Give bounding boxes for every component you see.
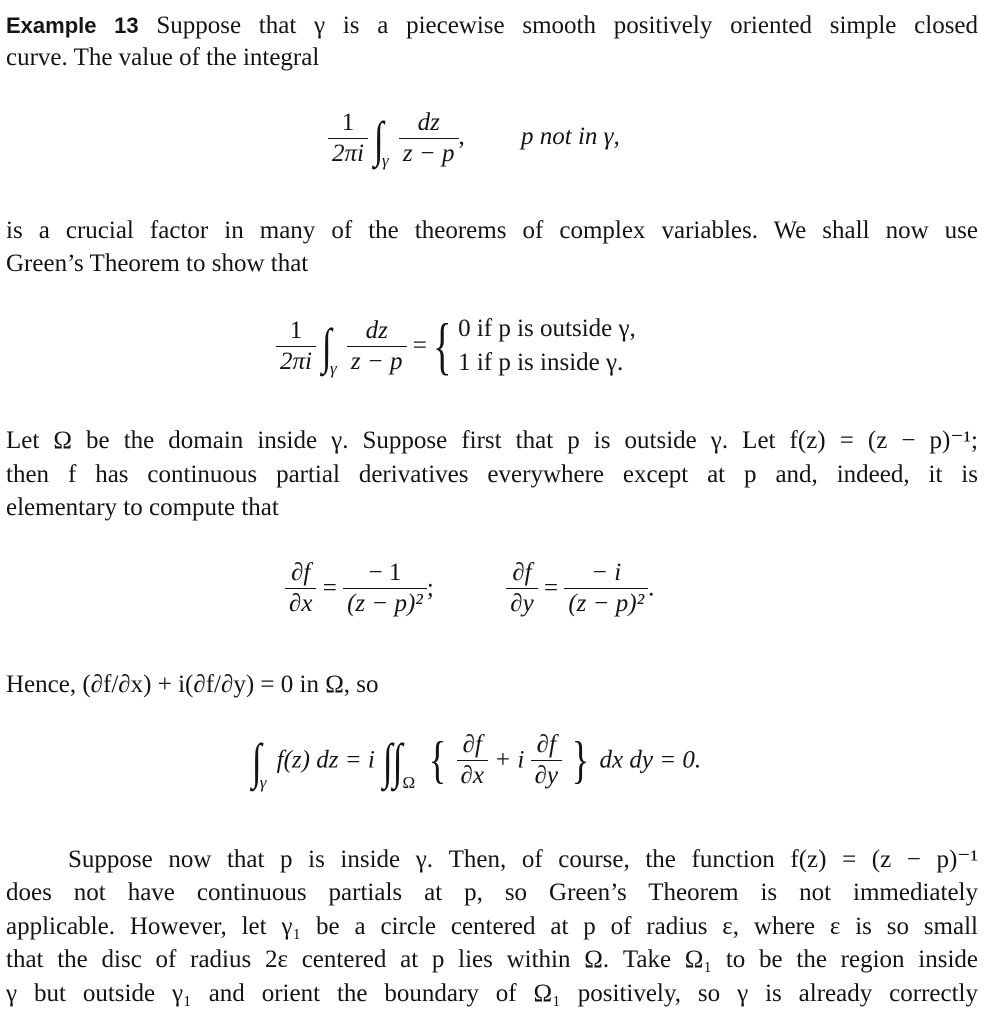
para1-line1: Suppose that γ is a piecewise smooth positively oriented simple closed — [156, 12, 979, 39]
integral-sign: ∫ — [374, 110, 385, 167]
equation-partials: $\frac{\partial f}{\partial x}$ = $\frac{- 1}{\text{(z − p)²}}$ ; $\frac{\partial f}{\partial y}$ = $\frac{- i}{\text{(z − p)²}}$ . — [285, 558, 654, 619]
para3-line3: elementary to compute that — [6, 494, 279, 521]
case-list — [458, 312, 636, 380]
para4-line1: Hence, (∂f/∂x) + i(∂f/∂y) = 0 in Ω, so — [6, 671, 379, 698]
integrand-fraction: $\frac{dz}{z - p}$ — [347, 316, 407, 377]
equation-condition: p not in γ, — [521, 123, 620, 151]
para5-line2: does not have continuous partials at p, so Green’s Theorem is not immediately — [6, 879, 978, 906]
integral-sign: ∫ — [322, 318, 333, 374]
case-inside: 1 if p is inside γ. — [458, 349, 624, 376]
para5-line4: that the disc of radius 2ε centered at p lies within Ω. Take Ω₁ to be the region inside — [6, 946, 978, 973]
para5-line1: Suppose now that p is inside γ. Then, of course, the function f(z) = (z − p)⁻¹ — [68, 846, 978, 873]
case-outside: 0 if p is outside γ, — [458, 315, 636, 342]
para5-line3: applicable. However, let γ₁ be a circle centered at p of radius ε, where ε is so small — [6, 913, 978, 940]
para2-line1: is a crucial factor in many of the theorems of complex variables. We shall now use — [6, 217, 978, 244]
para3-line1: Let Ω be the domain inside γ. Suppose first that p is outside γ. Let f(z) = (z − p)⁻¹; — [6, 427, 978, 454]
equation-cases: $\frac{1}{2\pi i}$ ∫γ $\frac{dz}{z - p}$ = { 0 if p is outside γ, 1 if p is inside γ. — [276, 312, 636, 380]
example-label: Example 13 — [6, 13, 139, 38]
coefficient-fraction: $\frac{1}{2\pi i}$ — [276, 316, 316, 377]
equation-greens-theorem: ∫γ f(z) dz = i ∫∫Ω { $\frac{\partial f}{\partial x}$ + i $\frac{\partial f}{\partial y}$ } dx dy = 0. — [251, 731, 702, 793]
coefficient-fraction: $\frac{1}{2\pi i}$ — [328, 108, 368, 169]
para2-line2: Green’s Theorem to show that — [6, 250, 309, 277]
para3-line2: then f has continuous partial derivatives everywhere except at p and, indeed, it is — [6, 461, 978, 488]
integrand-fraction: $\frac{dz}{z - p}$ — [399, 108, 459, 169]
left-brace: { — [433, 310, 452, 381]
para5-line5: γ but outside γ₁ and orient the boundary of Ω₁ positively, so γ is already correctly — [6, 980, 978, 1007]
double-integral-sign: ∫∫ — [382, 732, 403, 789]
equation-winding-integral: $\frac{1}{2\pi i}$ ∫γ $\frac{dz}{z - p}$ , p not in γ, — [328, 108, 620, 171]
integral-sign: ∫ — [251, 732, 262, 789]
example-heading-line — [6, 11, 978, 41]
para1-line2: curve. The value of the integral — [6, 44, 320, 71]
